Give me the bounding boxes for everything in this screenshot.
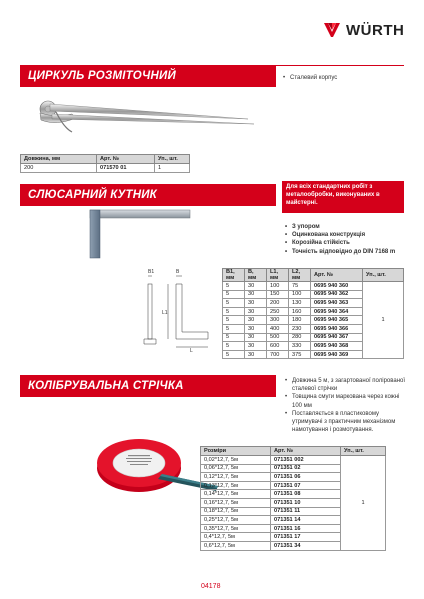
cell-article: 0695 940 364 bbox=[311, 307, 363, 316]
cell-size: 0,18*12,7, 5м bbox=[201, 507, 271, 516]
cell-article: 071351 002 bbox=[271, 456, 341, 465]
col-length: Довжина, мм bbox=[21, 155, 97, 164]
col-l1: L1, мм bbox=[267, 269, 289, 282]
cell-l2: 160 bbox=[289, 307, 311, 316]
square-title: СЛЮСАРНИЙ КУТНИК bbox=[20, 184, 276, 206]
square-bullet: • Корозійна стійкість bbox=[285, 239, 407, 247]
cell-b1: 5 bbox=[223, 290, 245, 299]
cell-size: 0,12*12,7, 5м bbox=[201, 473, 271, 482]
tape-bullet: • Товщина смуги маркована через кожні 100 мм bbox=[285, 393, 409, 409]
cell-b1: 5 bbox=[223, 342, 245, 351]
cell-length: 200 bbox=[21, 164, 97, 173]
col-pack: Уп., шт. bbox=[341, 447, 386, 456]
compass-title: ЦИРКУЛЬ РОЗМІТОЧНИЙ bbox=[20, 65, 276, 87]
cell-l2: 130 bbox=[289, 299, 311, 308]
cell-article: 071351 34 bbox=[271, 541, 341, 550]
cell-article: 071351 10 bbox=[271, 498, 341, 507]
cell-article: 0695 940 363 bbox=[311, 299, 363, 308]
cell-l1: 500 bbox=[267, 333, 289, 342]
cell-pack: 1 bbox=[363, 282, 404, 359]
cell-l2: 280 bbox=[289, 333, 311, 342]
cell-size: 0,14*12,7, 5м bbox=[201, 490, 271, 499]
cell-b1: 5 bbox=[223, 324, 245, 333]
cell-l2: 75 bbox=[289, 282, 311, 291]
tape-table-header bbox=[201, 447, 386, 456]
cell-b: 30 bbox=[245, 290, 267, 299]
tape-title: КОЛІБРУВАЛЬНА СТРІЧКА bbox=[20, 375, 276, 397]
cell-b1: 5 bbox=[223, 282, 245, 291]
cell-b: 30 bbox=[245, 282, 267, 291]
cell-size: 0,02*12,7, 5м bbox=[201, 456, 271, 465]
cell-l1: 100 bbox=[267, 282, 289, 291]
cell-l1: 700 bbox=[267, 350, 289, 359]
cell-article: 0695 940 367 bbox=[311, 333, 363, 342]
compass-table-header bbox=[21, 155, 190, 164]
cell-article: 071351 11 bbox=[271, 507, 341, 516]
cell-b1: 5 bbox=[223, 316, 245, 325]
cell-size: 0,13*12,7, 5м bbox=[201, 481, 271, 490]
col-b1: B1, мм bbox=[223, 269, 245, 282]
square-bullet: • Точність відповідно до DIN 7168 m bbox=[285, 248, 407, 256]
wurth-logo-icon bbox=[322, 20, 342, 40]
square-note: Для всіх стандартних робіт з металообробки, виконуваних в майстерні. bbox=[282, 181, 404, 213]
cell-size: 0,6*12,7, 5м bbox=[201, 541, 271, 550]
cell-article: 0695 940 369 bbox=[311, 350, 363, 359]
logo-text: WÜRTH bbox=[346, 21, 405, 39]
compass-title-line bbox=[276, 65, 404, 66]
cell-l2: 180 bbox=[289, 316, 311, 325]
cell-article: 071351 02 bbox=[271, 464, 341, 473]
col-article: Арт. № bbox=[97, 155, 155, 164]
cell-size: 0,06*12,7, 5м bbox=[201, 464, 271, 473]
cell-b: 30 bbox=[245, 316, 267, 325]
cell-article: 071351 16 bbox=[271, 524, 341, 533]
cell-article: 071351 07 bbox=[271, 481, 341, 490]
cell-pack: 1 bbox=[341, 456, 386, 551]
col-pack: Уп., шт. bbox=[363, 269, 404, 282]
col-b: B, мм bbox=[245, 269, 267, 282]
cell-b: 30 bbox=[245, 342, 267, 351]
tape-bullet: • Поставляється в пластиковому утримувачі з практичним механізмом намотування і розмотування. bbox=[285, 410, 409, 435]
table-row bbox=[223, 282, 404, 291]
label-b: B bbox=[176, 269, 180, 275]
page-number: 04178 bbox=[201, 583, 221, 590]
cell-size: 0,35*12,7, 5м bbox=[201, 524, 271, 533]
cell-b1: 5 bbox=[223, 350, 245, 359]
compass-bullets bbox=[283, 74, 405, 82]
cell-size: 0,25*12,7, 5м bbox=[201, 516, 271, 525]
cell-l1: 600 bbox=[267, 342, 289, 351]
col-pack: Уп., шт. bbox=[155, 155, 190, 164]
cell-size: 0,16*12,7, 5м bbox=[201, 498, 271, 507]
cell-l1: 250 bbox=[267, 307, 289, 316]
cell-article: 071351 14 bbox=[271, 516, 341, 525]
cell-article: 071351 08 bbox=[271, 490, 341, 499]
square-bullet: • Оцинкована конструкція bbox=[285, 231, 407, 239]
col-l2: L2, мм bbox=[289, 269, 311, 282]
cell-b: 30 bbox=[245, 350, 267, 359]
cell-article: 0695 940 368 bbox=[311, 342, 363, 351]
table-row bbox=[201, 456, 386, 465]
cell-pack: 1 bbox=[155, 164, 190, 173]
compass-table bbox=[20, 154, 190, 173]
compass-image bbox=[36, 92, 258, 142]
tape-bullets bbox=[285, 377, 409, 434]
label-b1: B1 bbox=[148, 269, 155, 275]
cell-article: 071570 01 bbox=[97, 164, 155, 173]
label-l: L bbox=[190, 348, 193, 352]
cell-l2: 100 bbox=[289, 290, 311, 299]
cell-article: 0695 940 362 bbox=[311, 290, 363, 299]
cell-b1: 5 bbox=[223, 307, 245, 316]
cell-article: 0695 940 366 bbox=[311, 324, 363, 333]
cell-b1: 5 bbox=[223, 299, 245, 308]
col-size: Розміри bbox=[201, 447, 271, 456]
cell-b: 30 bbox=[245, 299, 267, 308]
cell-l1: 200 bbox=[267, 299, 289, 308]
table-row bbox=[21, 164, 190, 173]
cell-article: 071351 17 bbox=[271, 533, 341, 542]
cell-l1: 400 bbox=[267, 324, 289, 333]
square-bullet: • З упором bbox=[285, 223, 407, 231]
label-l1: L1 bbox=[162, 310, 168, 316]
tape-table bbox=[200, 446, 386, 551]
square-bullets bbox=[285, 223, 407, 256]
col-article: Арт. № bbox=[271, 447, 341, 456]
cell-article: 0695 940 360 bbox=[311, 282, 363, 291]
cell-b: 30 bbox=[245, 333, 267, 342]
cell-b1: 5 bbox=[223, 333, 245, 342]
square-table bbox=[222, 268, 404, 359]
square-image bbox=[85, 196, 195, 260]
cell-l2: 230 bbox=[289, 324, 311, 333]
square-technical-drawing bbox=[138, 262, 222, 352]
compass-bullet: • Сталевий корпус bbox=[283, 74, 405, 82]
square-table-header bbox=[223, 269, 404, 282]
tape-bullet: • Довжина 5 м, з загартованої полірованої сталевої стрічки bbox=[285, 377, 409, 393]
wurth-logo bbox=[322, 19, 412, 41]
cell-article: 071351 06 bbox=[271, 473, 341, 482]
cell-article: 0695 940 365 bbox=[311, 316, 363, 325]
cell-l1: 150 bbox=[267, 290, 289, 299]
cell-l2: 375 bbox=[289, 350, 311, 359]
cell-b: 30 bbox=[245, 324, 267, 333]
cell-l2: 330 bbox=[289, 342, 311, 351]
col-article: Арт. № bbox=[311, 269, 363, 282]
cell-l1: 300 bbox=[267, 316, 289, 325]
cell-b: 30 bbox=[245, 307, 267, 316]
cell-size: 0,4*12,7, 5м bbox=[201, 533, 271, 542]
